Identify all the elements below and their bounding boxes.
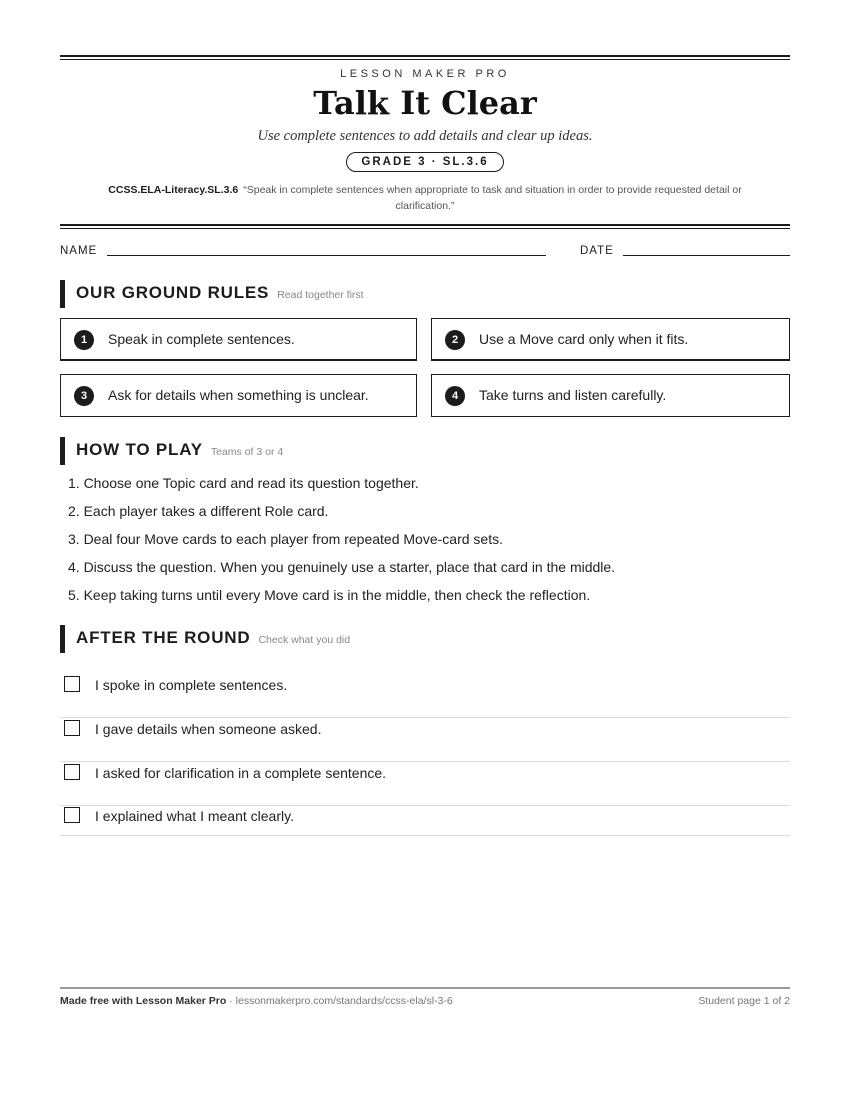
how-to-play-heading [60,437,790,465]
rule-number-badge: 1 [74,330,94,350]
rule-number-badge: 2 [445,330,465,350]
section-marker [60,437,65,465]
how-to-play-title: HOW TO PLAY [76,440,203,459]
footer-credit: Made free with Lesson Maker Pro [60,995,227,1007]
rule-number-badge: 4 [445,386,465,406]
how-to-play-hint: Teams of 3 or 4 [210,446,284,458]
reflection-text: I explained what I meant clearly. [95,808,294,824]
ground-rules-title: OUR GROUND RULES [76,283,270,302]
after-round-hint: Check what you did [258,634,351,646]
name-date-row [60,244,790,260]
footer-url: · lessonmakerpro.com/standards/ccss-ela/sl-3-6 [229,995,453,1007]
footer-rule [60,987,790,989]
date-label: DATE [580,245,614,257]
reflection-checkbox[interactable] [64,720,80,736]
reflection-item[interactable] [60,718,790,762]
date-field[interactable] [623,255,790,256]
header-bottom-rule [60,224,790,229]
step-item: 5. Keep taking turns until every Move card is in the middle, then check the reflection. [68,587,591,603]
reflection-checkbox[interactable] [64,764,80,780]
ground-rules-heading [60,280,790,308]
rule-text: Use a Move card only when it fits. [479,331,689,347]
brand-label: LESSON MAKER PRO [340,68,510,80]
grade-badge: GRADE 3 · SL.3.6 [346,152,503,172]
section-marker [60,625,65,653]
step-item: 2. Each player takes a different Role card. [68,503,329,519]
step-item: 1. Choose one Topic card and read its question together. [68,475,419,491]
footer-page-number: Student page 1 of 2 [698,995,790,1007]
page-title: Talk It Clear [313,84,537,122]
steps-list [68,474,788,614]
reflection-item[interactable] [60,762,790,806]
standard-description [80,182,770,214]
reflection-item[interactable] [60,674,790,718]
grade-badge-wrap [60,152,790,172]
reflection-text: I asked for clarification in a complete sentence. [95,765,387,781]
reflection-text: I gave details when someone asked. [95,721,322,737]
step-item: 4. Discuss the question. When you genuinely use a starter, place that card in the middle. [68,559,616,575]
section-marker [60,280,65,308]
footer [60,995,790,1007]
page-subtitle: Use complete sentences to add details and clear up ideas. [257,128,593,144]
ground-rule-card [431,374,790,417]
rule-text: Speak in complete sentences. [108,331,295,347]
header-top-rule [60,55,790,60]
name-label: NAME [60,245,98,257]
after-round-heading [60,625,790,653]
standard-text: “Speak in complete sentences when appropriate to task and situation in order to provide requested detail or clarification.” [243,184,742,212]
after-round-title: AFTER THE ROUND [76,628,251,647]
rule-text: Ask for details when something is unclear. [108,387,369,403]
reflection-item[interactable] [60,805,790,836]
reflection-checkbox[interactable] [64,676,80,692]
step-item: 3. Deal four Move cards to each player from repeated Move-card sets. [68,531,503,547]
reflection-text: I spoke in complete sentences. [95,677,288,693]
name-field[interactable] [107,255,546,256]
ground-rule-card [60,318,417,361]
rule-text: Take turns and listen carefully. [479,387,667,403]
reflection-checkbox[interactable] [64,807,80,823]
rule-number-badge: 3 [74,386,94,406]
ground-rule-card [60,374,417,417]
ground-rule-card [431,318,790,361]
ground-rules-hint: Read together first [277,289,364,301]
standard-code: CCSS.ELA-Literacy.SL.3.6 [108,184,239,196]
